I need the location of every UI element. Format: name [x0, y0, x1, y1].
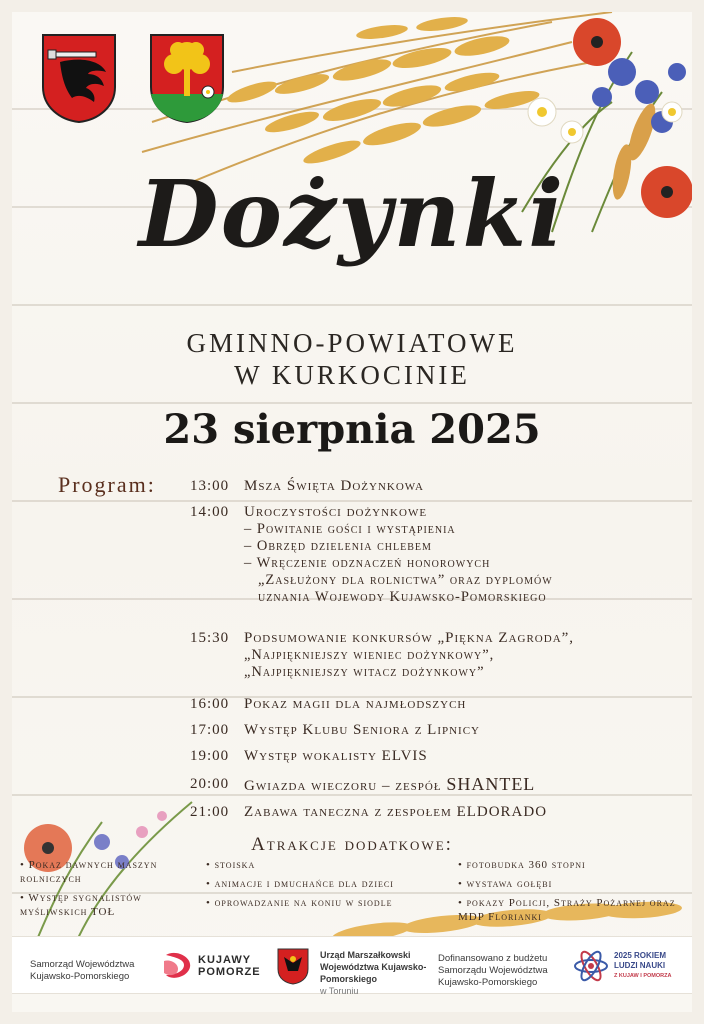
program-text-group — [244, 804, 680, 821]
program-time: 16:00 — [190, 696, 230, 712]
program-item — [190, 722, 680, 739]
program-subitem: – Wręczenie odznaczeń honorowych — [244, 555, 491, 571]
attraction-item: • Występ sygnalistów myśliwskich TOŁ — [20, 892, 142, 918]
program-subitem: „Zasłużony dla rolnictwa” oraz dyplomów — [258, 572, 553, 588]
attraction-item: • wystawa gołębi — [458, 878, 553, 890]
program-subitem: „Najpiękniejszy witacz dożynkowy” — [244, 664, 485, 680]
footer-dofinansowano-text: Dofinansowano z budżetu Samorządu Województwa Kujawsko-Pomorskiego — [438, 953, 548, 988]
event-subtitle-line1: GMINNO-POWIATOWE — [186, 328, 518, 358]
program-subitem: – Obrzęd dzielenia chlebem — [244, 538, 432, 554]
program-subitem: uznania Wojewody Kujawsko-Pomorskiego — [258, 589, 547, 605]
program-text: Występ Klubu Seniora z Lipnicy — [244, 722, 480, 738]
program-text: Msza Święta Dożynkowa — [244, 478, 424, 494]
urzad-city: w Toruniu — [320, 986, 359, 996]
event-subtitle-line2: W KURKOCINIE — [234, 360, 470, 390]
kp-logo-line1: KUJAWY — [198, 954, 252, 966]
program-text-group — [244, 504, 680, 606]
program-time: 20:00 — [190, 776, 230, 792]
kp-logo-line2: POMORZE — [198, 966, 261, 978]
program-text-group — [244, 748, 680, 765]
program-text: Pokaz magii dla najmłodszych — [244, 696, 467, 712]
program-time: 17:00 — [190, 722, 230, 738]
program-subitem: – Powitanie gości i wystąpienia — [244, 521, 456, 537]
program-text: Gwiazda wieczoru – zespół — [244, 778, 442, 794]
program-item — [190, 776, 680, 795]
program-time: 15:30 — [190, 630, 230, 646]
footer-urzad-text — [320, 949, 438, 997]
program-text-group — [244, 776, 680, 795]
voivodeship-crest-icon — [276, 947, 310, 985]
program-highlight: ELDORADO — [456, 804, 548, 820]
event-date: 23 sierpnia 2025 — [163, 406, 541, 453]
poster — [12, 12, 692, 1012]
attraction-item: • animacje i dmuchańce dla dzieci — [206, 878, 394, 890]
program-text: Występ wokalisty — [244, 748, 377, 764]
attraction-item: • fotobudka 360 stopni — [458, 859, 586, 871]
program-item — [190, 748, 680, 765]
program-item — [190, 804, 680, 821]
program-highlight: ELVIS — [381, 748, 428, 764]
attractions-column-3 — [458, 858, 692, 929]
program-text: Uroczystości dożynkowe — [244, 504, 428, 520]
program-time: 14:00 — [190, 504, 230, 520]
program-subitem: „Najpiękniejszy wieniec dożynkowy”, — [244, 647, 495, 663]
coat-of-arms-tree — [148, 32, 226, 124]
sponsor-footer — [12, 936, 692, 994]
program-item — [190, 478, 680, 495]
rok-line2: LUDZI NAUKI — [614, 961, 666, 970]
attraction-item: • oprowadzanie na koniu w siodle — [206, 897, 393, 909]
event-title: Dożynki — [138, 160, 566, 268]
program-item — [190, 630, 680, 681]
program-text-group — [244, 630, 680, 681]
attractions-column-2 — [206, 858, 456, 915]
attractions-title: Atrakcje dodatkowe: — [251, 834, 453, 855]
kujawy-pomorze-logo-text — [198, 954, 261, 978]
program-time: 13:00 — [190, 478, 230, 494]
attraction-item: • stoiska — [206, 859, 256, 871]
program-text: Podsumowanie konkursów „Piękna Zagroda”, — [244, 630, 575, 646]
program-time: 21:00 — [190, 804, 230, 820]
rok-line3: Z KUJAW I POMORZA — [614, 973, 672, 979]
kujawy-pomorze-logo — [162, 951, 262, 981]
rok-ludzi-nauki-logo-text — [614, 951, 690, 981]
coat-of-arms-eagle-wing — [40, 32, 118, 124]
attractions-column-1 — [20, 858, 210, 924]
program-text: Zabawa taneczna z zespołem — [244, 804, 452, 820]
atom-icon — [572, 947, 610, 985]
program-time: 19:00 — [190, 748, 230, 764]
program-highlight: SHANTEL — [446, 774, 536, 794]
attraction-item: • pokazy Policji, Straży Pożarnej oraz MDP Florianki — [458, 897, 676, 923]
urzad-name: Urząd Marszałkowski Województwa Kujawsko-Pomorskiego — [320, 950, 427, 984]
kujawy-pomorze-logo-icon — [162, 951, 196, 981]
program-item — [190, 504, 680, 606]
program-item — [190, 696, 680, 713]
rok-line1: 2025 ROKIEM — [614, 951, 667, 960]
footer-samorzad-text: Samorząd Województwa Kujawsko-Pomorskiego — [30, 959, 135, 982]
program-label: Program: — [58, 472, 156, 497]
attraction-item: • Pokaz dawnych maszyn rolniczych — [20, 859, 158, 885]
